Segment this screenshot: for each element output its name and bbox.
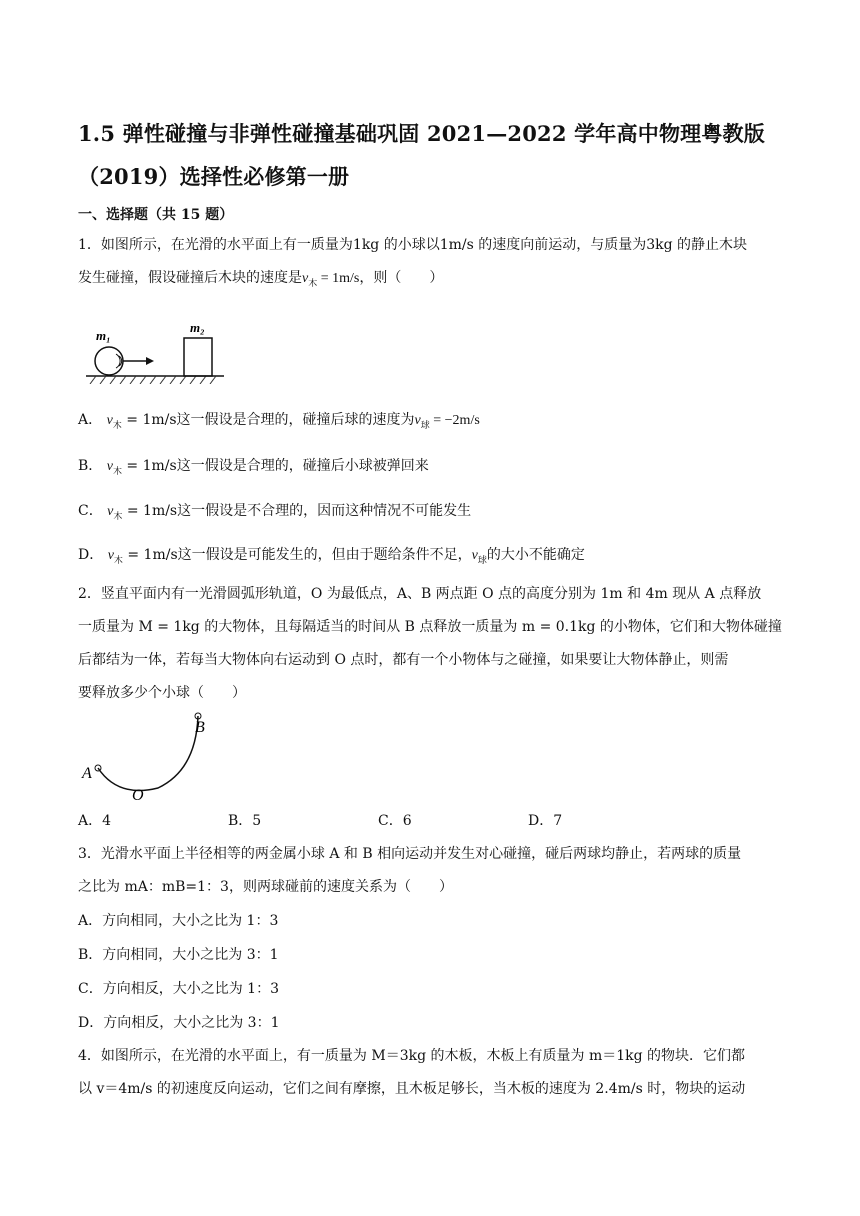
- q3-option-d[interactable]: D．方向相反，大小之比为 3：1: [78, 1015, 280, 1031]
- q1-line-1: 1．如图所示，在光滑的水平面上有一质量为1kg 的小球以1m/s 的速度向前运动，与质量为3kg 的静止木块: [78, 237, 748, 253]
- svg-text:m₁: m₁: [96, 328, 111, 343]
- document-title: [78, 112, 798, 198]
- question-3: [78, 838, 788, 904]
- q2-line-3: 后都结为一体，若每当大物体向右运动到 O 点时，都有一个小物体与之碰撞，如果要让大物体静止，则需: [78, 652, 729, 668]
- q3-option-b[interactable]: B．方向相同，大小之比为 3：1: [78, 947, 279, 963]
- q1-option-b[interactable]: B． $v_木 = 1m/s$这一假设是合理的，碰撞后小球被弹回来: [78, 458, 429, 477]
- svg-text:A: A: [82, 765, 92, 782]
- q2-option-a[interactable]: A．4: [78, 813, 112, 829]
- svg-text:O: O: [132, 787, 144, 804]
- q1-option-d[interactable]: D． $v_木 = 1m/s$这一假设是可能发生的，但由于题给条件不足，$v_球$的大小不能确定: [78, 547, 585, 566]
- q3-line-1: 3．光滑水平面上半径相等的两金属小球 A 和 B 相向运动并发生对心碰撞，碰后两球均静止，若两球的质量: [78, 846, 742, 862]
- svg-text:m₂: m₂: [190, 320, 205, 335]
- q3-line-2: 之比为 mA：mB=1：3，则两球碰前的速度关系为（ ）: [78, 879, 453, 895]
- q3-option-a[interactable]: A．方向相同，大小之比为 1：3: [78, 913, 279, 929]
- figure-ball-block: [86, 318, 226, 384]
- section-heading: 一、选择题（共 15 题）: [78, 207, 234, 223]
- q4-line-2: 以 v＝4m/s 的初速度反向运动，它们之间有摩擦，且木板足够长，当木板的速度为 2.4m/s 时，物块的运动: [78, 1081, 746, 1097]
- arc-track: [98, 716, 198, 791]
- question-2: [78, 578, 788, 710]
- question-4: [78, 1040, 788, 1106]
- q2-option-b[interactable]: B．5: [228, 813, 262, 829]
- ball-icon: [95, 347, 123, 375]
- svg-text:B: B: [195, 719, 205, 736]
- q4-line-1: 4．如图所示，在光滑的水平面上，有一质量为 M＝3kg 的木板，木板上有质量为 m＝1kg 的物块．它们都: [78, 1048, 746, 1064]
- block: [184, 338, 212, 376]
- q1-option-a[interactable]: A． $v_木 = 1m/s$这一假设是合理的，碰撞后球的速度为$v_球 = -2m/s$: [78, 412, 480, 431]
- q3-option-c[interactable]: C．方向相反，大小之比为 1：3: [78, 981, 279, 997]
- q1-option-c[interactable]: C． $v_木 = 1m/s$这一假设是不合理的，因而这种情况不可能发生: [78, 503, 472, 522]
- q2-line-4: 要释放多少个小球（ ）: [78, 685, 246, 701]
- title-line-2: （2019）选择性必修第一册: [78, 164, 350, 189]
- q2-line-2: 一质量为 M = 1kg 的大物体，且每隔适当的时间从 B 点释放一质量为 m = 0.1kg 的小物体，它们和大物体碰撞: [78, 619, 782, 635]
- figure-arc-track: [78, 710, 218, 804]
- q2-option-c[interactable]: C．6: [378, 813, 412, 829]
- q2-option-d[interactable]: D．7: [528, 813, 563, 829]
- q2-line-1: 2．竖直平面内有一光滑圆弧形轨道，O 为最低点，A、B 两点距 O 点的高度分别为 1m 和 4m 现从 A 点释放: [78, 586, 762, 602]
- question-1: [78, 229, 788, 301]
- q1-line-2: 发生碰撞，假设碰撞后木块的速度是$v_木 = 1m/s$，则（ ）: [78, 270, 444, 289]
- title-line-1: 1.5 弹性碰撞与非弹性碰撞基础巩固 2021—2022 学年高中物理粤教版: [78, 121, 765, 146]
